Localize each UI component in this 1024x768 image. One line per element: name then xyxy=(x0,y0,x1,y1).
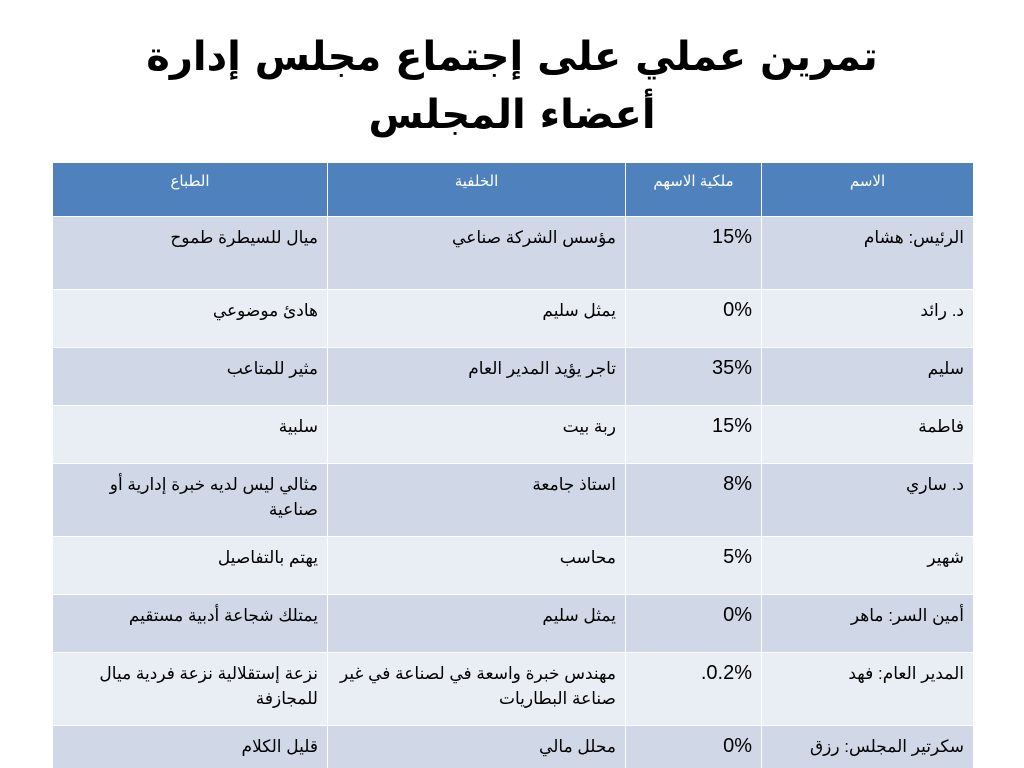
title-line-1: تمرين عملي على إجتماع مجلس إدارة xyxy=(146,34,878,80)
table-row xyxy=(53,595,974,653)
cell-name: د. ساري xyxy=(762,464,974,537)
cell-name: د. رائد xyxy=(762,290,974,348)
slide-title xyxy=(100,28,924,144)
cell-temperament: مثالي ليس لديه خبرة إدارية أو صناعية xyxy=(53,464,328,537)
cell-name: المدير العام: فهد xyxy=(762,653,974,726)
cell-temperament: قليل الكلام xyxy=(53,726,328,768)
board-members-table xyxy=(52,162,974,768)
header-name: الاسم xyxy=(762,163,974,217)
cell-name: شهير xyxy=(762,537,974,595)
table-row xyxy=(53,217,974,290)
cell-shares: 0% xyxy=(626,726,762,768)
cell-temperament: ميال للسيطرة طموح xyxy=(53,217,328,290)
cell-shares: .0.2% xyxy=(626,653,762,726)
cell-temperament: مثير للمتاعب xyxy=(53,348,328,406)
cell-shares: 15% xyxy=(626,406,762,464)
cell-name: فاطمة xyxy=(762,406,974,464)
title-line-2: أعضاء المجلس xyxy=(368,92,656,138)
cell-name: أمين السر: ماهر xyxy=(762,595,974,653)
cell-name: الرئيس: هشام xyxy=(762,217,974,290)
cell-temperament: هادئ موضوعي xyxy=(53,290,328,348)
table-row xyxy=(53,726,974,768)
table-row xyxy=(53,406,974,464)
header-temperament: الطباع xyxy=(53,163,328,217)
cell-background: استاذ جامعة xyxy=(328,464,626,537)
table-row xyxy=(53,464,974,537)
cell-shares: 5% xyxy=(626,537,762,595)
cell-temperament: يهتم بالتفاصيل xyxy=(53,537,328,595)
cell-background: مؤسس الشركة صناعي xyxy=(328,217,626,290)
cell-background: ربة بيت xyxy=(328,406,626,464)
cell-temperament: نزعة إستقلالية نزعة فردية ميال للمجازفة xyxy=(53,653,328,726)
cell-background: مهندس خبرة واسعة في لصناعة في غير صناعة البطاريات xyxy=(328,653,626,726)
table-header-row xyxy=(53,163,974,217)
cell-background: محلل مالي xyxy=(328,726,626,768)
cell-shares: 0% xyxy=(626,595,762,653)
cell-name: سكرتير المجلس: رزق xyxy=(762,726,974,768)
table-row xyxy=(53,653,974,726)
header-background: الخلفية xyxy=(328,163,626,217)
cell-temperament: سلبية xyxy=(53,406,328,464)
cell-background: محاسب xyxy=(328,537,626,595)
table-row xyxy=(53,537,974,595)
cell-shares: 8% xyxy=(626,464,762,537)
table-row xyxy=(53,348,974,406)
table-row xyxy=(53,290,974,348)
cell-shares: 35% xyxy=(626,348,762,406)
cell-background: يمثل سليم xyxy=(328,290,626,348)
cell-background: يمثل سليم xyxy=(328,595,626,653)
cell-shares: 15% xyxy=(626,217,762,290)
cell-background: تاجر يؤيد المدير العام xyxy=(328,348,626,406)
header-shares: ملكية الاسهم xyxy=(626,163,762,217)
cell-shares: 0% xyxy=(626,290,762,348)
cell-name: سليم xyxy=(762,348,974,406)
cell-temperament: يمتلك شجاعة أدبية مستقيم xyxy=(53,595,328,653)
